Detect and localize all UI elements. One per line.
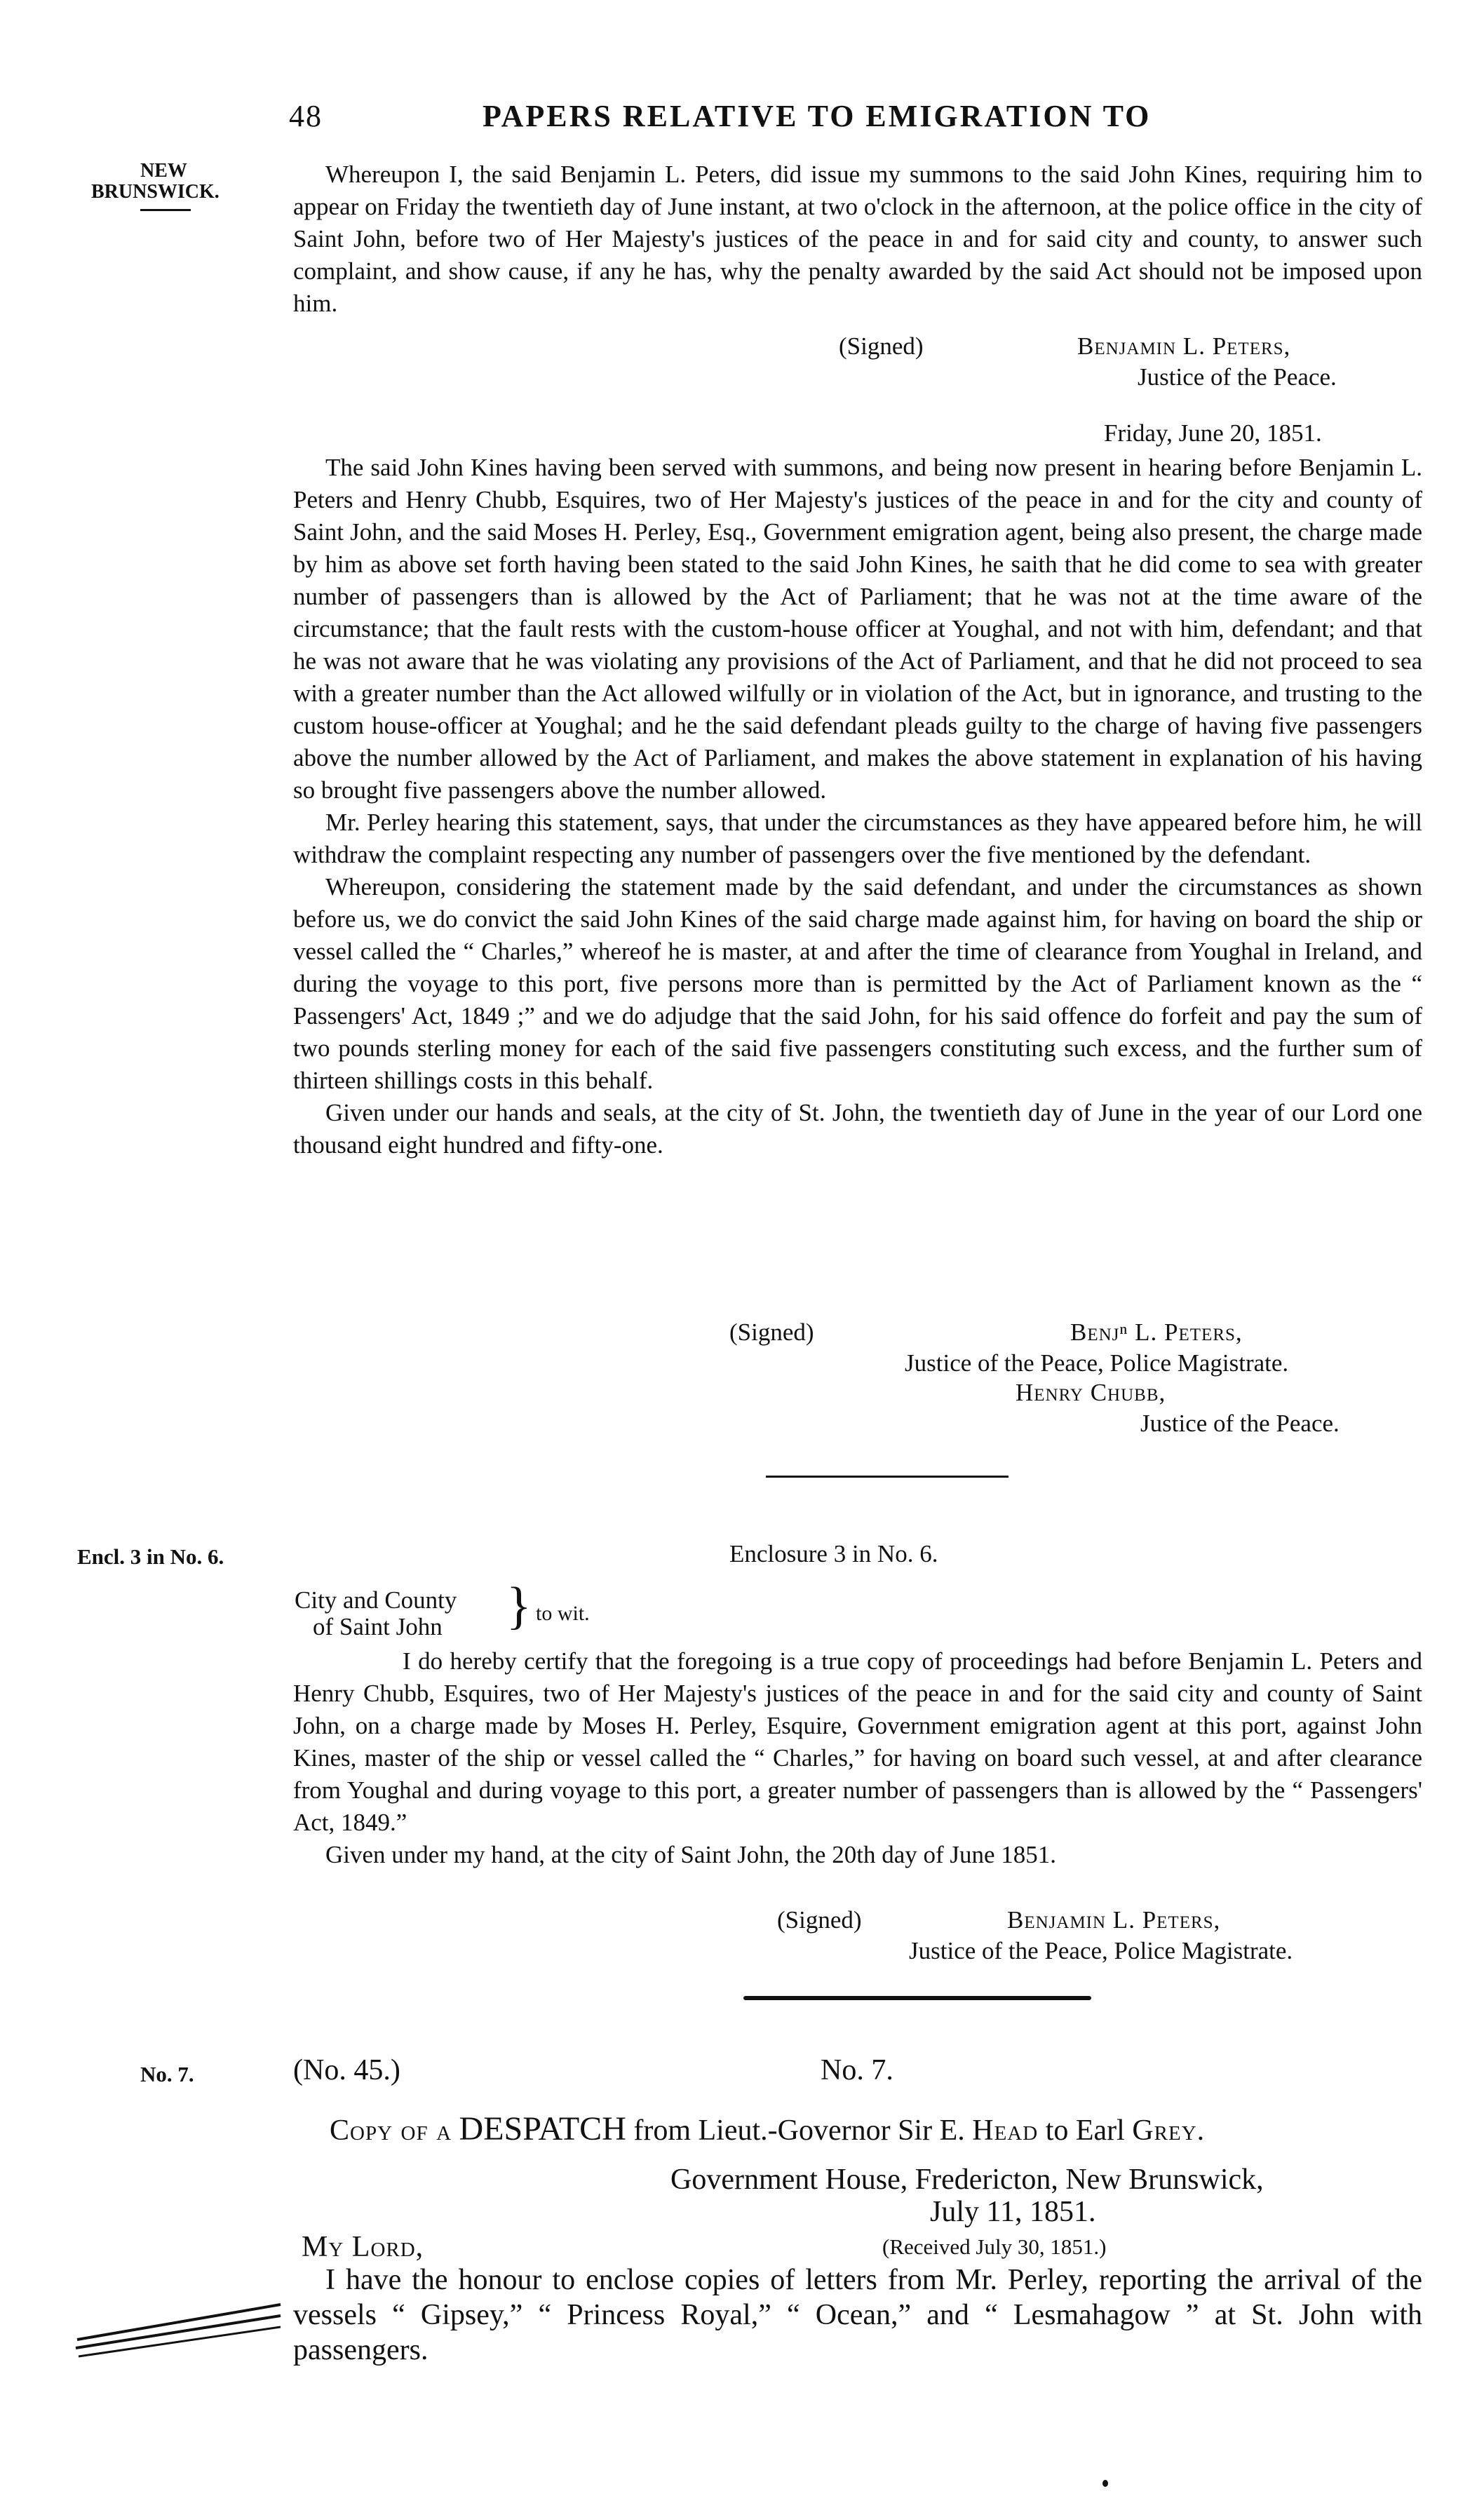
to-wit-label: to wit. (536, 1602, 590, 1625)
section-hearing (293, 452, 1422, 1161)
despatch-date: July 11, 1851. (930, 2196, 1096, 2228)
saint-john-label: of Saint John (313, 1613, 443, 1640)
page-number: 48 (289, 99, 323, 133)
despatch-title (330, 2110, 1205, 2148)
section-divider-2 (743, 1996, 1091, 2000)
summons-paragraph: Whereupon I, the said Benjamin L. Peters, did issue my summons to the said John Kines, requiring him to appear on Friday the twentieth day of June instant, at two o'clock in the afternoon, at the police office in the city of Saint John, before two of Her Majesty's justices of the peace in and for said city and county, to answer such complaint, and show cause, if any he has, why the penalty awarded by the said Act should not be imposed upon him. (293, 161, 1422, 317)
hearing-paragraph-3: Whereupon, considering the statement made by the said defendant, and under the circumstances as shown before us, we do convict the said John Kines of the said charge made against him, for having on board the ship or vessel called the “ Charles,” whereof he is master, at and after the time of clearance from Youghal in Ireland, and during the voyage to this port, five persons more than is permitted by the Act of Parliament known as the “ Passengers' Act, 1849 ;” and we do adjudge that the said John, for his said offence do forfeit and pay the sum of two pounds sterling money for each of the said five passengers constituting such excess, and the further sum of thirteen shillings costs in this behalf. (293, 873, 1422, 1094)
signer-chubb-title: Justice of the Peace. (1140, 1410, 1340, 1437)
ink-mark (1102, 2480, 1108, 2487)
despatch-ref: (No. 45.) (293, 2054, 400, 2086)
signer-peters-1-title: Justice of the Peace. (1138, 363, 1337, 391)
despatch-body (293, 2262, 1422, 2368)
salutation: My Lord, (302, 2231, 424, 2263)
margin-note-no7: No. 7. (140, 2062, 194, 2086)
signer-peters-2: Benjⁿ L. Peters, (1070, 1318, 1243, 1346)
received-date: (Received July 30, 1851.) (882, 2234, 1107, 2259)
signer-chubb: Henry Chubb, (1016, 1379, 1166, 1406)
certify-paragraph: I do hereby certify that the foregoing is a true copy of proceedings had before Benjamin L. Peters and Henry Chubb, Esquires, two of Her Majesty's justices of the peace in and for the said city and county of Saint John, on a charge made by Moses H. Perley, Esquire, Government emigration agent at this port, against John Kines, master of the ship or vessel called the “ Charles,” for having on board such vessel, at and after clearance from Youghal and during voyage to this port, a greater number of passengers than is allowed by the “ Passengers' Act, 1849.” (293, 1647, 1422, 1836)
enclosure-heading: Enclosure 3 in No. 6. (729, 1540, 938, 1567)
margin-scribble-icon (70, 2291, 288, 2368)
hearing-paragraph-1: The said John Kines having been served with summons, and being now present in hearing before Benjamin L. Peters and Henry Chubb, Esquires, two of Her Majesty's justices of the peace in and for the city and county of Saint John, and the said Moses H. Perley, Esq., Government emigration agent, being also present, the charge made by him as above set forth having been stated to the said John Kines, he saith that he did come to sea with greater number of passengers than is allowed by the Act of Parliament; that he was not at the time aware of the circumstance; that the fault rests with the custom-house officer at Youghal, and not with him, defendant; and that he was not aware that he was violating any provisions of the Act of Parliament, and that he did not proceed to sea with a greater number than the Act allowed wilfully or in violation of the Act, but in ignorance, and trusting to the custom house-officer at Youghal; and he the said defendant pleads guilty to the charge of having five passengers above the number allowed by the Act of Parliament, and makes the above statement in explanation of his having so brought five passengers above the number allowed. (293, 454, 1422, 804)
hearing-paragraph-4: Given under our hands and seals, at the city of St. John, the twentieth day of June in the year of our Lord one thousand eight hundred and fifty-one. (293, 1099, 1422, 1159)
title-head: Head (972, 2114, 1039, 2147)
despatch-number: No. 7. (821, 2054, 893, 2086)
section-divider-1 (766, 1476, 1009, 1478)
brace-icon: } (506, 1577, 532, 1635)
signer-peters-3-title: Justice of the Peace, Police Magistrate. (909, 1937, 1293, 1964)
section-summons (293, 158, 1422, 320)
title-grey: Grey. (1132, 2114, 1206, 2147)
margin-rule (140, 209, 191, 211)
signed-label-3: (Signed) (777, 1906, 862, 1934)
title-despatch: DESPATCH (459, 2110, 626, 2147)
signed-label-1: (Signed) (839, 332, 924, 360)
hearing-date: Friday, June 20, 1851. (1104, 419, 1322, 447)
title-to: to Earl (1045, 2114, 1125, 2147)
signer-peters-1: Benjamin L. Peters, (1077, 332, 1291, 360)
hearing-paragraph-2: Mr. Perley hearing this statement, says, that under the circumstances as they have appeared before him, he will withdraw the complaint respecting any number of passengers over the five mentioned by the defendant. (293, 809, 1422, 868)
margin-note-new: NEW (140, 160, 187, 182)
city-county-label: City and County (295, 1586, 457, 1614)
signer-peters-3: Benjamin L. Peters, (1007, 1906, 1221, 1934)
despatch-address: Government House, Fredericton, New Brunswick, (670, 2164, 1264, 2196)
running-title: PAPERS RELATIVE TO EMIGRATION TO (483, 99, 1152, 133)
signer-peters-2-title: Justice of the Peace, Police Magistrate. (905, 1349, 1289, 1377)
section-enclosure (293, 1645, 1422, 1871)
title-from: from Lieut.-Governor Sir E. (633, 2114, 965, 2147)
margin-note-brunswick: BRUNSWICK. (91, 181, 220, 203)
given-paragraph: Given under my hand, at the city of Saint John, the 20th day of June 1851. (325, 1841, 1057, 1868)
signed-label-2: (Signed) (729, 1318, 814, 1346)
despatch-paragraph: I have the honour to enclose copies of letters from Mr. Perley, reporting the arrival of the vessels “ Gipsey,” “ Princess Royal,” “ Ocean,” and “ Lesmahagow ” at St. John with passengers. (293, 2264, 1422, 2366)
title-copy: Copy of a (330, 2114, 452, 2147)
margin-note-encl: Encl. 3 in No. 6. (77, 1544, 224, 1569)
